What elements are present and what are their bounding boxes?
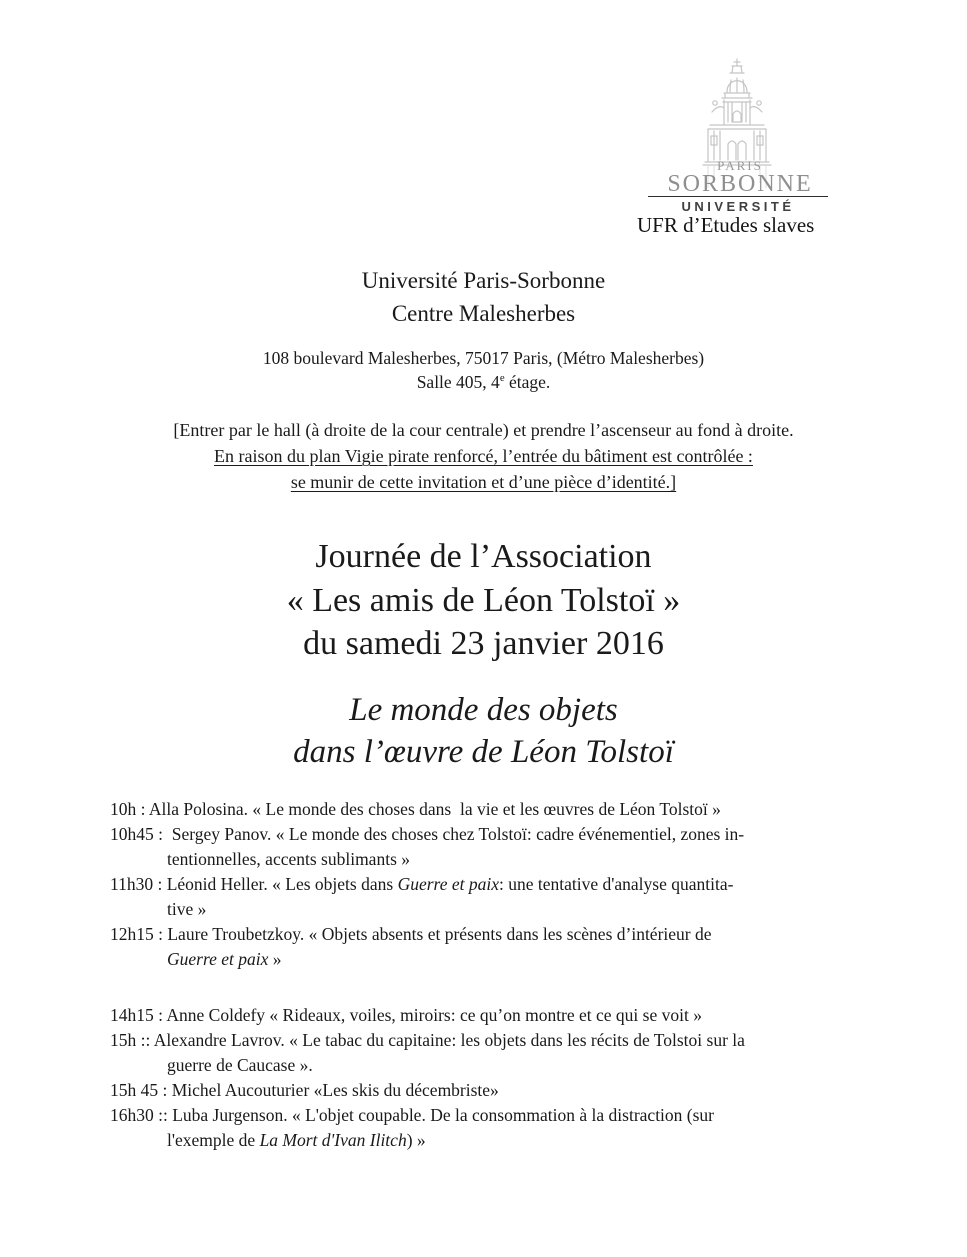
- program-afternoon-line: l'exemple de La Mort d'Ivan Ilitch) »: [167, 1130, 426, 1150]
- program-afternoon-line: 15h 45 : Michel Aucouturier «Les skis du décembriste»: [110, 1080, 499, 1100]
- program-morning-line: 11h30 : Léonid Heller. « Les objets dans Guerre et paix: une tentative d'analyse quantita-: [110, 874, 734, 894]
- program-morning-line: 10h : Alla Polosina. « Le monde des choses dans la vie et les œuvres de Léon Tolstoï »: [110, 799, 721, 819]
- program-afternoon: [110, 1003, 890, 1153]
- room-info: [0, 371, 967, 395]
- event-title-line3: du samedi 23 janvier 2016: [303, 625, 664, 662]
- program-morning-line: 12h15 : Laure Troubetzkoy. « Objets absents et présents dans les scènes d’intérieur de: [110, 924, 712, 944]
- event-subtitle-line2: dans l’œuvre de Léon Tolstoï: [293, 734, 674, 770]
- street-address: 108 boulevard Malesherbes, 75017 Paris, (Métro Malesherbes): [262, 348, 705, 368]
- program-afternoon-line: guerre de Caucase ».: [167, 1055, 313, 1075]
- logo-divider: [648, 196, 828, 197]
- room-info-superscript: e: [499, 371, 505, 384]
- access-notice-line: [Entrer par le hall (à droite de la cour centrale) et prendre l’ascenseur au fond à droite.: [173, 420, 794, 440]
- university-header: [0, 264, 967, 330]
- program-morning-line: 10h45 : Sergey Panov. « Le monde des choses chez Tolstoï: cadre événementiel, zones in-: [110, 824, 745, 844]
- logo-paris-text: PARIS: [717, 158, 763, 173]
- logo-universite-text: UNIVERSITÉ: [681, 199, 795, 214]
- event-subtitle-line1: Le monde des objets: [349, 692, 618, 728]
- program-afternoon-line: 14h15 : Anne Coldefy « Rideaux, voiles, miroirs: ce qu’on montre et ce qui se voit »: [110, 1005, 702, 1025]
- event-title: [0, 535, 967, 666]
- event-title-line2: « Les amis de Léon Tolstoï »: [286, 581, 681, 619]
- room-info-suffix: étage.: [504, 371, 551, 392]
- program-morning-line: tive »: [167, 899, 207, 919]
- program-afternoon-line: 16h30 :: Luba Jurgenson. « L'objet coupable. De la consommation à la distraction (sur: [110, 1105, 715, 1125]
- access-notice-line: se munir de cette invitation et d’une pièce d’identité.]: [290, 472, 677, 492]
- logo-sorbonne-text: SORBONNE: [667, 171, 813, 197]
- access-notice-line: En raison du plan Vigie pirate renforcé, l’entrée du bâtiment est contrôlée :: [214, 446, 753, 466]
- program-morning-line: tentionnelles, accents sublimants »: [167, 849, 411, 869]
- room-info-prefix: Salle 405, 4: [416, 371, 500, 392]
- address-block: [0, 347, 967, 394]
- program-afternoon-line: 15h :: Alexandre Lavrov. « Le tabac du capitaine: les objets dans les récits de Tolstoi sur la: [110, 1030, 745, 1050]
- event-subtitle: [0, 689, 967, 773]
- ufr-label: UFR d’Etudes slaves: [637, 213, 815, 237]
- access-notice: [0, 417, 967, 495]
- campus-name: Centre Malesherbes: [391, 301, 576, 326]
- program-morning-line: Guerre et paix »: [167, 949, 282, 969]
- event-title-line1: Journée de l’Association: [315, 538, 652, 575]
- program-morning: [110, 797, 890, 972]
- university-name: Université Paris-Sorbonne: [361, 268, 606, 293]
